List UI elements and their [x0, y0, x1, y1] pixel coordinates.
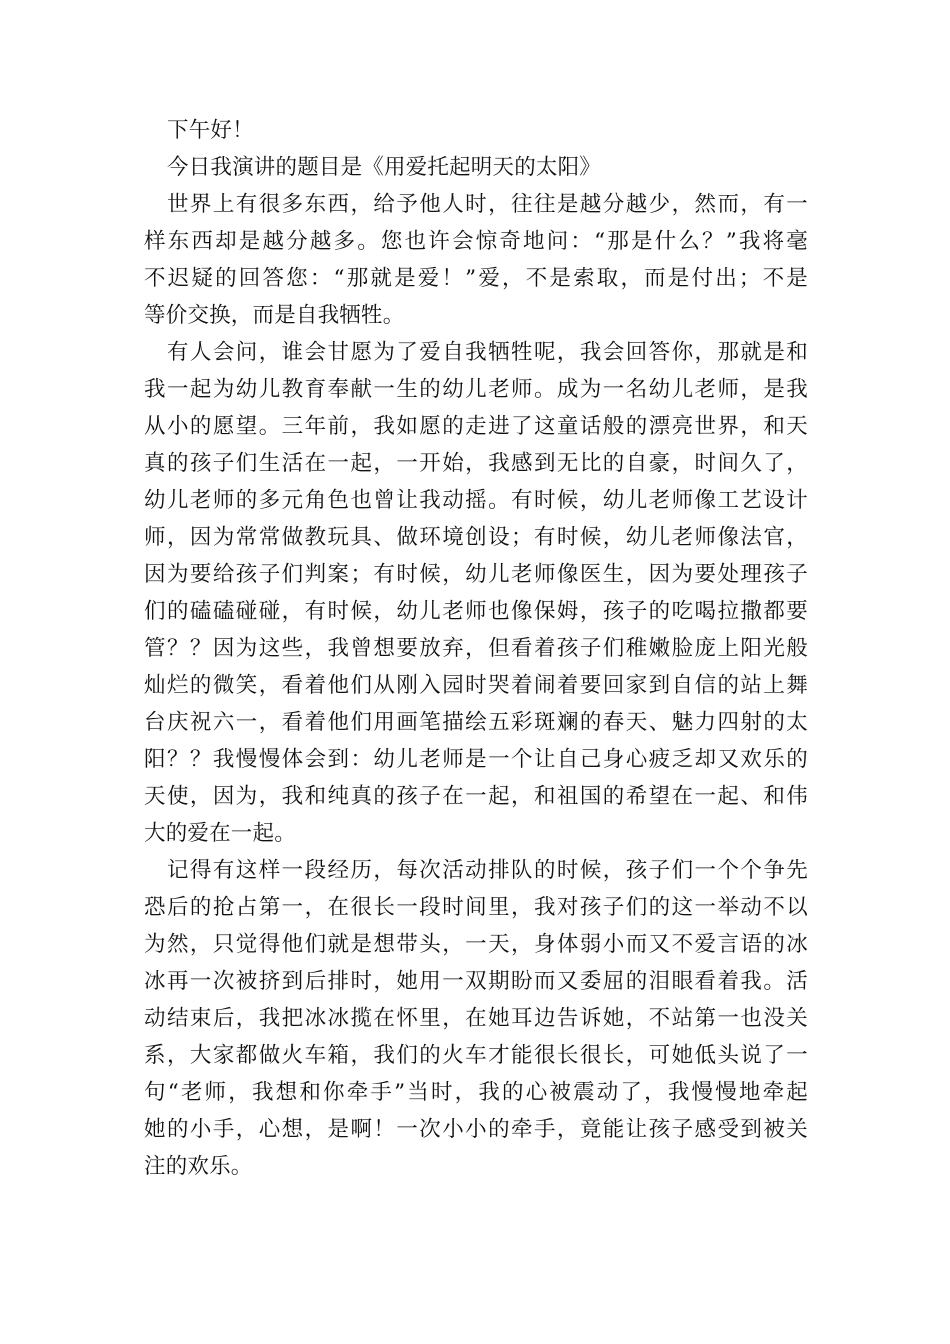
- paragraph: [144, 334, 808, 852]
- paragraph: [144, 186, 808, 334]
- paragraph-line: 们的磕磕碰碰，有时候，幼儿老师也像保姆，孩子的吃喝拉撒都要: [144, 599, 808, 624]
- paragraph-line: 有人会问，谁会甘愿为了爱自我牺牲呢，我会回答你，那就是和: [167, 340, 808, 365]
- paragraph-line: 动结束后，我把冰冰揽在怀里，在她耳边告诉她，不站第一也没关: [144, 1006, 808, 1031]
- paragraph-line: 句“老师，我想和你牵手”当时，我的心被震动了，我慢慢地牵起: [144, 1080, 808, 1105]
- paragraph-line: 台庆祝六一，看着他们用画笔描绘五彩斑斓的春天、魅力四射的太: [144, 710, 808, 735]
- paragraph-line: 不迟疑的回答您：“那就是爱！”爱，不是索取，而是付出；不是: [144, 266, 808, 291]
- paragraph-line: 注的欢乐。: [144, 1154, 253, 1179]
- paragraph-line: 世界上有很多东西，给予他人时，往往是越分越少，然而，有一: [167, 192, 808, 217]
- paragraph-line: 阳？？我慢慢体会到：幼儿老师是一个让自己身心疲乏却又欢乐的: [144, 747, 808, 772]
- paragraph-line: 为然，只觉得他们就是想带头，一天，身体弱小而又不爱言语的冰: [144, 932, 808, 957]
- speech-text: [144, 112, 808, 1185]
- paragraph-line: 管？？因为这些，我曾想要放弃，但看着孩子们稚嫩脸庞上阳光般: [144, 636, 808, 661]
- paragraph-line: 从小的愿望。三年前，我如愿的走进了这童话般的漂亮世界，和天: [144, 414, 808, 439]
- paragraph-line: 幼儿老师的多元角色也曾让我动摇。有时候，幼儿老师像工艺设计: [144, 488, 808, 513]
- paragraph-line: 灿烂的微笑，看着他们从刚入园时哭着闹着要回家到自信的站上舞: [144, 673, 808, 698]
- paragraph-line: 样东西却是越分越多。您也许会惊奇地问：“那是什么？”我将毫: [144, 229, 808, 254]
- paragraph-line: 她的小手，心想，是啊！一次小小的牵手，竟能让孩子感受到被关: [144, 1117, 808, 1142]
- paragraph-line: 冰再一次被挤到后排时，她用一双期盼而又委屈的泪眼看着我。活: [144, 969, 808, 994]
- greeting: 下午好！: [167, 118, 254, 143]
- paragraph-line: 记得有这样一段经历，每次活动排队的时候，孩子们一个个争先: [167, 858, 808, 883]
- paragraph-line: 因为要给孩子们判案；有时候，幼儿老师像医生，因为要处理孩子: [144, 562, 808, 587]
- paragraph-line: 恐后的抢占第一，在很长一段时间里，我对孩子们的这一举动不以: [144, 895, 808, 920]
- paragraph-line: 真的孩子们生活在一起，一开始，我感到无比的自豪，时间久了，: [144, 451, 808, 476]
- paragraph: [144, 852, 808, 1185]
- paragraph-line: 系，大家都做火车箱，我们的火车才能很长很长，可她低头说了一: [144, 1043, 808, 1068]
- paragraph-line: 等价交换，而是自我牺牲。: [144, 303, 405, 328]
- paragraph-line: 大的爱在一起。: [144, 821, 296, 846]
- paragraph-line: 师，因为常常做教玩具、做环境创设；有时候，幼儿老师像法官，: [144, 525, 808, 550]
- speech-title-line: 今日我演讲的题目是《用爱托起明天的太阳》: [167, 155, 602, 180]
- paragraph-line: 天使，因为，我和纯真的孩子在一起，和祖国的希望在一起、和伟: [144, 784, 808, 809]
- paragraph-line: 我一起为幼儿教育奉献一生的幼儿老师。成为一名幼儿老师，是我: [144, 377, 808, 402]
